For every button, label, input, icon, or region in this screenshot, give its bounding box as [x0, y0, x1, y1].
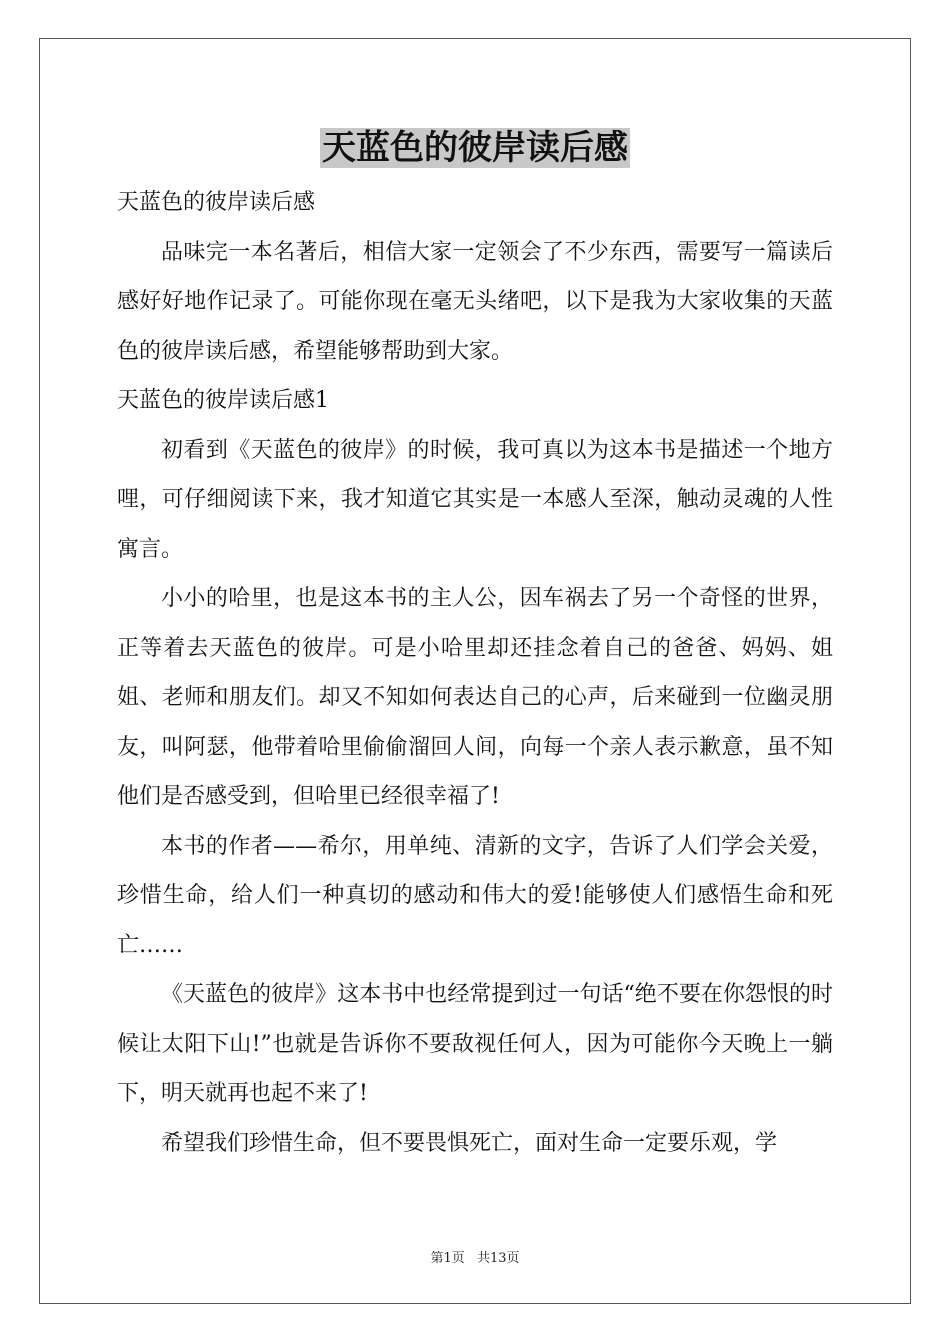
body-paragraph: 小小的哈里，也是这本书的主人公，因车祸去了另一个奇怪的世界，正等着去天蓝色的彼岸。可是小哈里却还挂念着自己的爸爸、妈妈、姐姐、老师和朋友们。却又不知如何表达自己的心声，后来碰到一位幽灵朋友，叫阿瑟，他带着哈里偷偷溜回人间，向每一个亲人表示歉意，虽不知他们是否感受到，但哈里已经很幸福了! — [117, 586, 833, 809]
body-paragraph: 本书的作者——希尔，用单纯、清新的文字，告诉了人们学会关爱，珍惜生命，给人们一种真切的感动和伟大的爱!能够使人们感悟生命和死亡…… — [117, 833, 833, 958]
section-heading: 天蓝色的彼岸读后感1 — [117, 388, 329, 413]
body-paragraph: 希望我们珍惜生命，但不要畏惧死亡，面对生命一定要乐观，学 — [161, 1130, 778, 1156]
page-number: 第1页 — [430, 1251, 465, 1266]
document-title: 天蓝色的彼岸读后感 — [322, 128, 628, 168]
section-heading: 天蓝色的彼岸读后感 — [117, 190, 316, 215]
page-footer — [0, 1247, 950, 1266]
page-total: 共13页 — [476, 1251, 520, 1266]
body-paragraph: 初看到《天蓝色的彼岸》的时候，我可真以为这本书是描述一个地方哩，可仔细阅读下来，我才知道它其实是一本感人至深，触动灵魂的人性寓言。 — [117, 437, 833, 562]
title-container — [0, 128, 950, 168]
body-paragraph: 《天蓝色的彼岸》这本书中也经常提到过一句话“绝不要在你怨恨的时候让太阳下山!”也就是告诉你不要敌视任何人，因为可能你今天晚上一躺下，明天就再也起不来了! — [117, 982, 833, 1106]
body-paragraph: 品味完一本名著后，相信大家一定领会了不少东西，需要写一篇读后感好好地作记录了。可能你现在毫无头绪吧，以下是我为大家收集的天蓝色的彼岸读后感，希望能够帮助到大家。 — [117, 239, 833, 364]
document-body — [117, 178, 833, 1168]
